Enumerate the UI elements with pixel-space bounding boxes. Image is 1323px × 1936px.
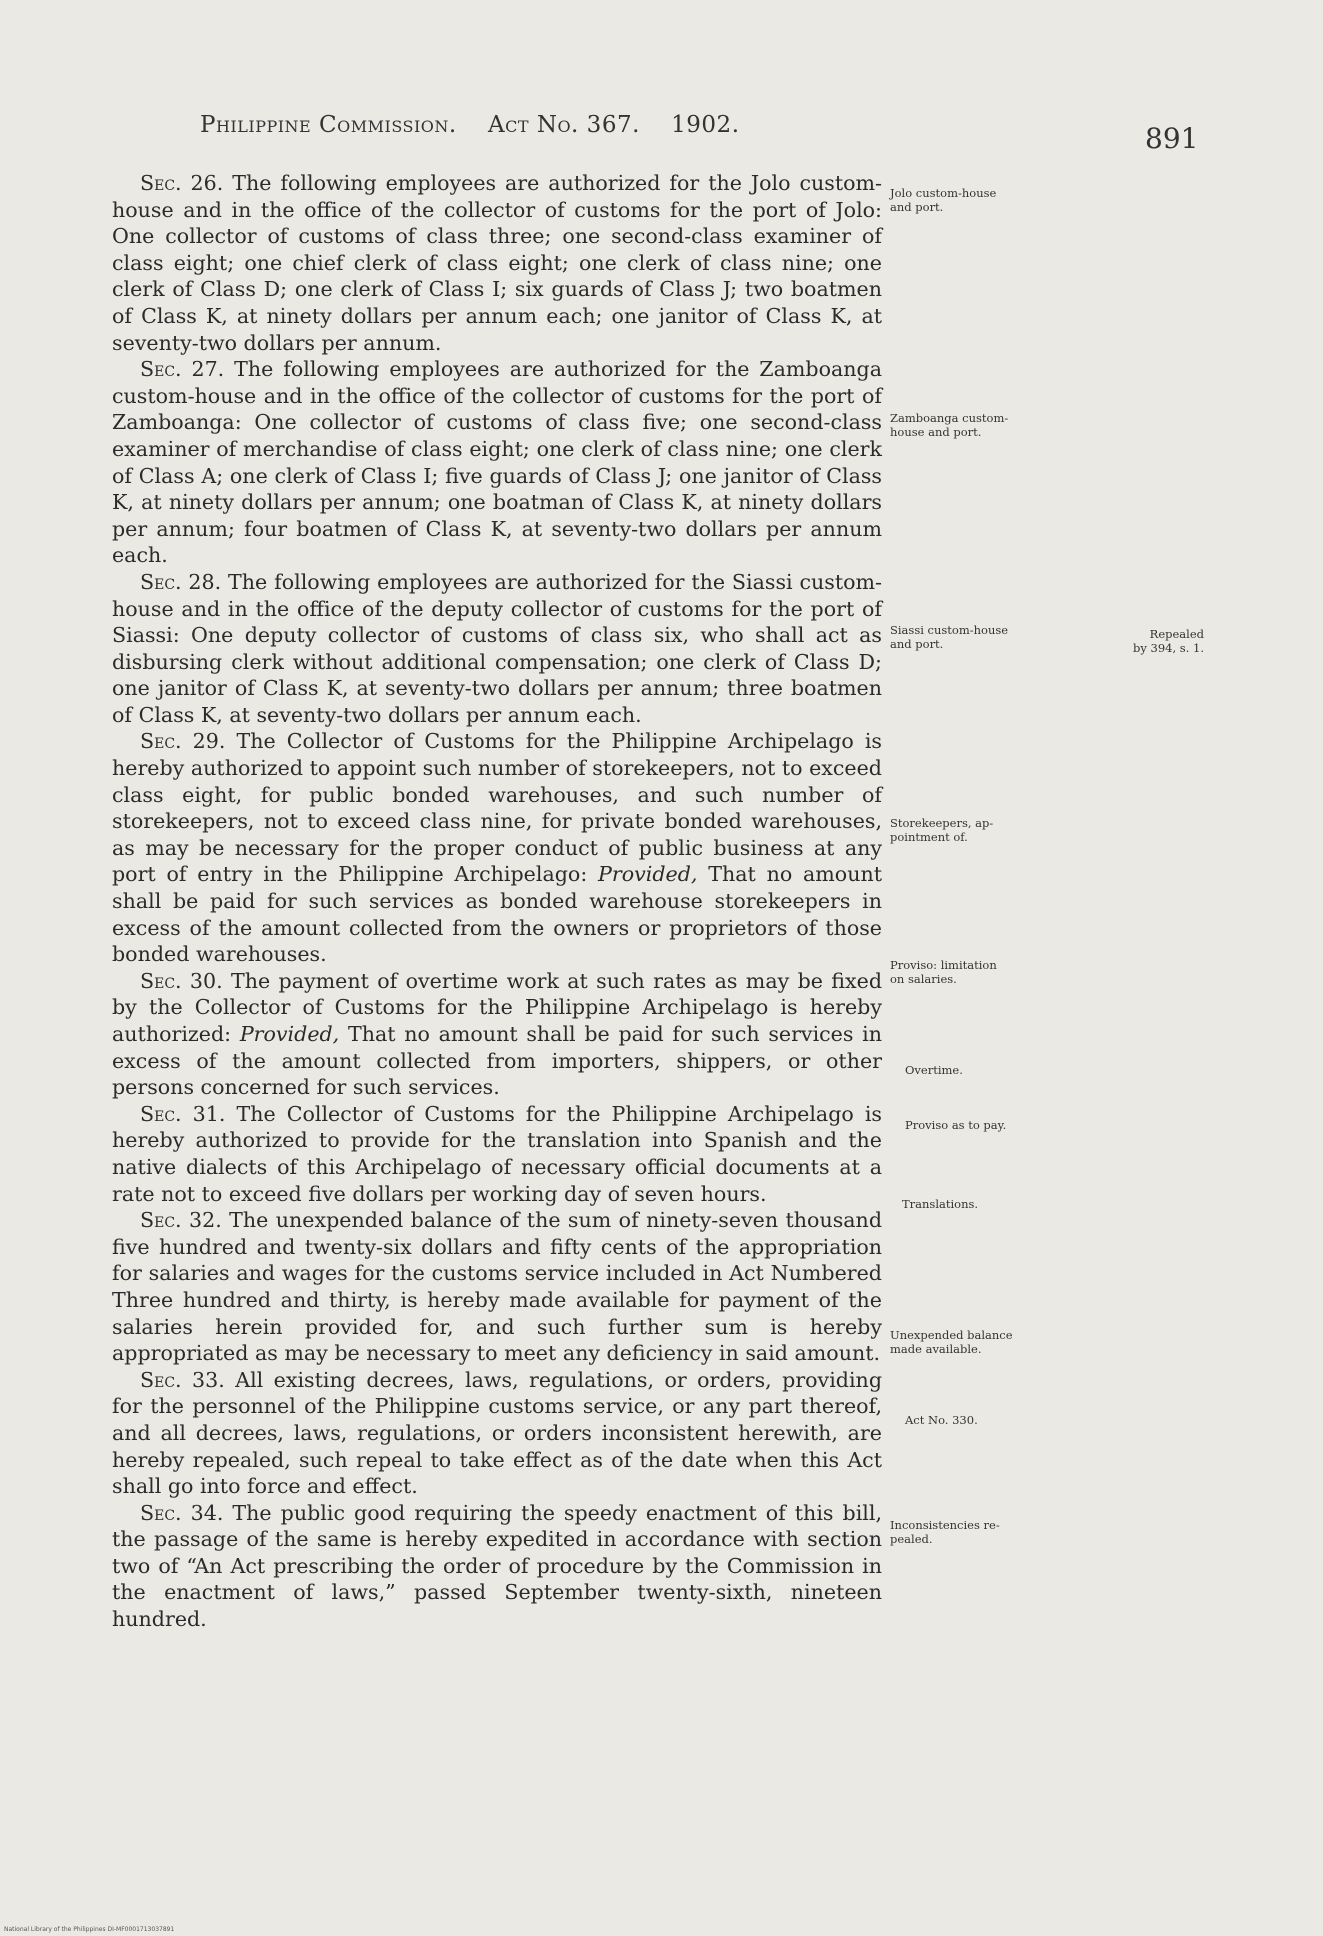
margin-note-repealed: Repealed by 394, s. 1. [1133,627,1204,655]
page-number: 891 [1145,122,1199,155]
margin-note-jolo: Jolo custom-house and port. [890,186,997,214]
header-title: Philippine Commission. [200,112,457,138]
margin-note-inconsistencies: Inconsistencies re- pealed. [890,1518,1000,1546]
running-header [200,112,900,138]
section-33: Sec. 33. All existing decrees, laws, regulations, or orders, providing for the personnel of the Philippine customs service, or any part thereof, and all decrees, laws, regulations, or orders inconsistent herewith, are hereby repealed, such repeal to take effect as of the date when this Act shall go into force and effect. [112,1367,882,1499]
margin-note-storekeepers: Storekeepers, ap- pointment of. [890,816,994,844]
section-28: Sec. 28. The following employees are authorized for the Siassi custom-house and in the office of the deputy collector of customs for the port of Siassi: One deputy collector of customs of class six, who shall act as disbursing clerk without additional compensation; one clerk of Class D; one janitor of Class K, at seventy-two dollars per annum; three boatmen of Class K, at seventy-two dollars per annum each. [112,569,882,727]
margin-note-overtime: Overtime. [905,1063,963,1077]
scan-footer: National Library of the Philippines DI-MF0001713037891 [4,1926,175,1933]
margin-note-siassi: Siassi custom-house and port. [890,623,1009,651]
margin-note-act330: Act No. 330. [905,1413,978,1427]
section-34: Sec. 34. The public good requiring the speedy enactment of this bill, the passage of the same is hereby expedited in accordance with section two of “An Act prescribing the order of procedure by the Commission in the enactment of laws,” passed September twenty-sixth, nineteen hundred. [112,1500,882,1632]
margin-note-proviso-salaries: Proviso: limitation on salaries. [890,958,997,986]
margin-note-proviso-pay: Proviso as to pay. [905,1118,1007,1132]
section-29: Sec. 29. The Collector of Customs for the Philippine Archipelago is hereby authorized to appoint such number of storekeepers, not to exceed class eight, for public bonded warehouses, and such number of storekeepers, not to exceed class nine, for private bonded warehouses, as may be necessary for the proper conduct of public business at any port of entry in the Philippine Archipelago: Provided, That no amount shall be paid for such services as bonded warehouse storekeepers in excess of the amount collected from the owners or proprietors of those bonded warehouses. [112,729,883,967]
section-26: Sec. 26. The following employees are authorized for the Jolo custom-house and in the office of the collector of customs for the port of Jolo: One collector of customs of class three; one second-class examiner of class eight; one chief clerk of class eight; one clerk of class nine; one clerk of Class D; one clerk of Class I; six guards of Class J; two boatmen of Class K, at ninety dollars per annum each; one janitor of Class K, at seventy-two dollars per annum. [112,171,883,355]
header-act: Act No. 367. [487,112,640,138]
margin-note-unexpended: Unexpended balance made available. [890,1328,1013,1356]
header-year: 1902. [671,112,740,138]
section-32: Sec. 32. The unexpended balance of the sum of ninety-seven thousand five hundred and twenty-six dollars and fifty cents of the appropriation for salaries and wages for the customs service included in Act Numbered Three hundred and thirty, is hereby made available for payment of the salaries herein provided for, and such further sum is hereby appropriated as may be necessary to meet any deficiency in said amount. [112,1208,883,1366]
section-30: Sec. 30. The payment of overtime work at such rates as may be fixed by the Collector of Customs for the Philippine Archipelago is hereby authorized: Provided, That no amount shall be paid for such services in excess of the amount collected from importers, shippers, or other persons concerned for such services. [112,968,883,1100]
body-text [112,170,882,1633]
margin-note-zamboanga: Zamboanga custom- house and port. [890,411,1009,439]
section-27: Sec. 27. The following employees are authorized for the Zamboanga custom-house and in the office of the collector of customs for the port of Zamboanga: One collector of customs of class five; one second-class examiner of merchandise of class eight; one clerk of class nine; one clerk of Class A; one clerk of Class I; five guards of Class J; one janitor of Class K, at ninety dollars per annum; one boatman of Class K, at ninety dollars per annum; four boatmen of Class K, at seventy-two dollars per annum each. [112,357,883,568]
margin-note-translations: Translations. [902,1197,979,1211]
section-31: Sec. 31. The Collector of Customs for the Philippine Archipelago is hereby authorized to provide for the translation into Spanish and the native dialects of this Archipelago of necessary official documents at a rate not to exceed five dollars per working day of seven hours. [112,1101,883,1206]
